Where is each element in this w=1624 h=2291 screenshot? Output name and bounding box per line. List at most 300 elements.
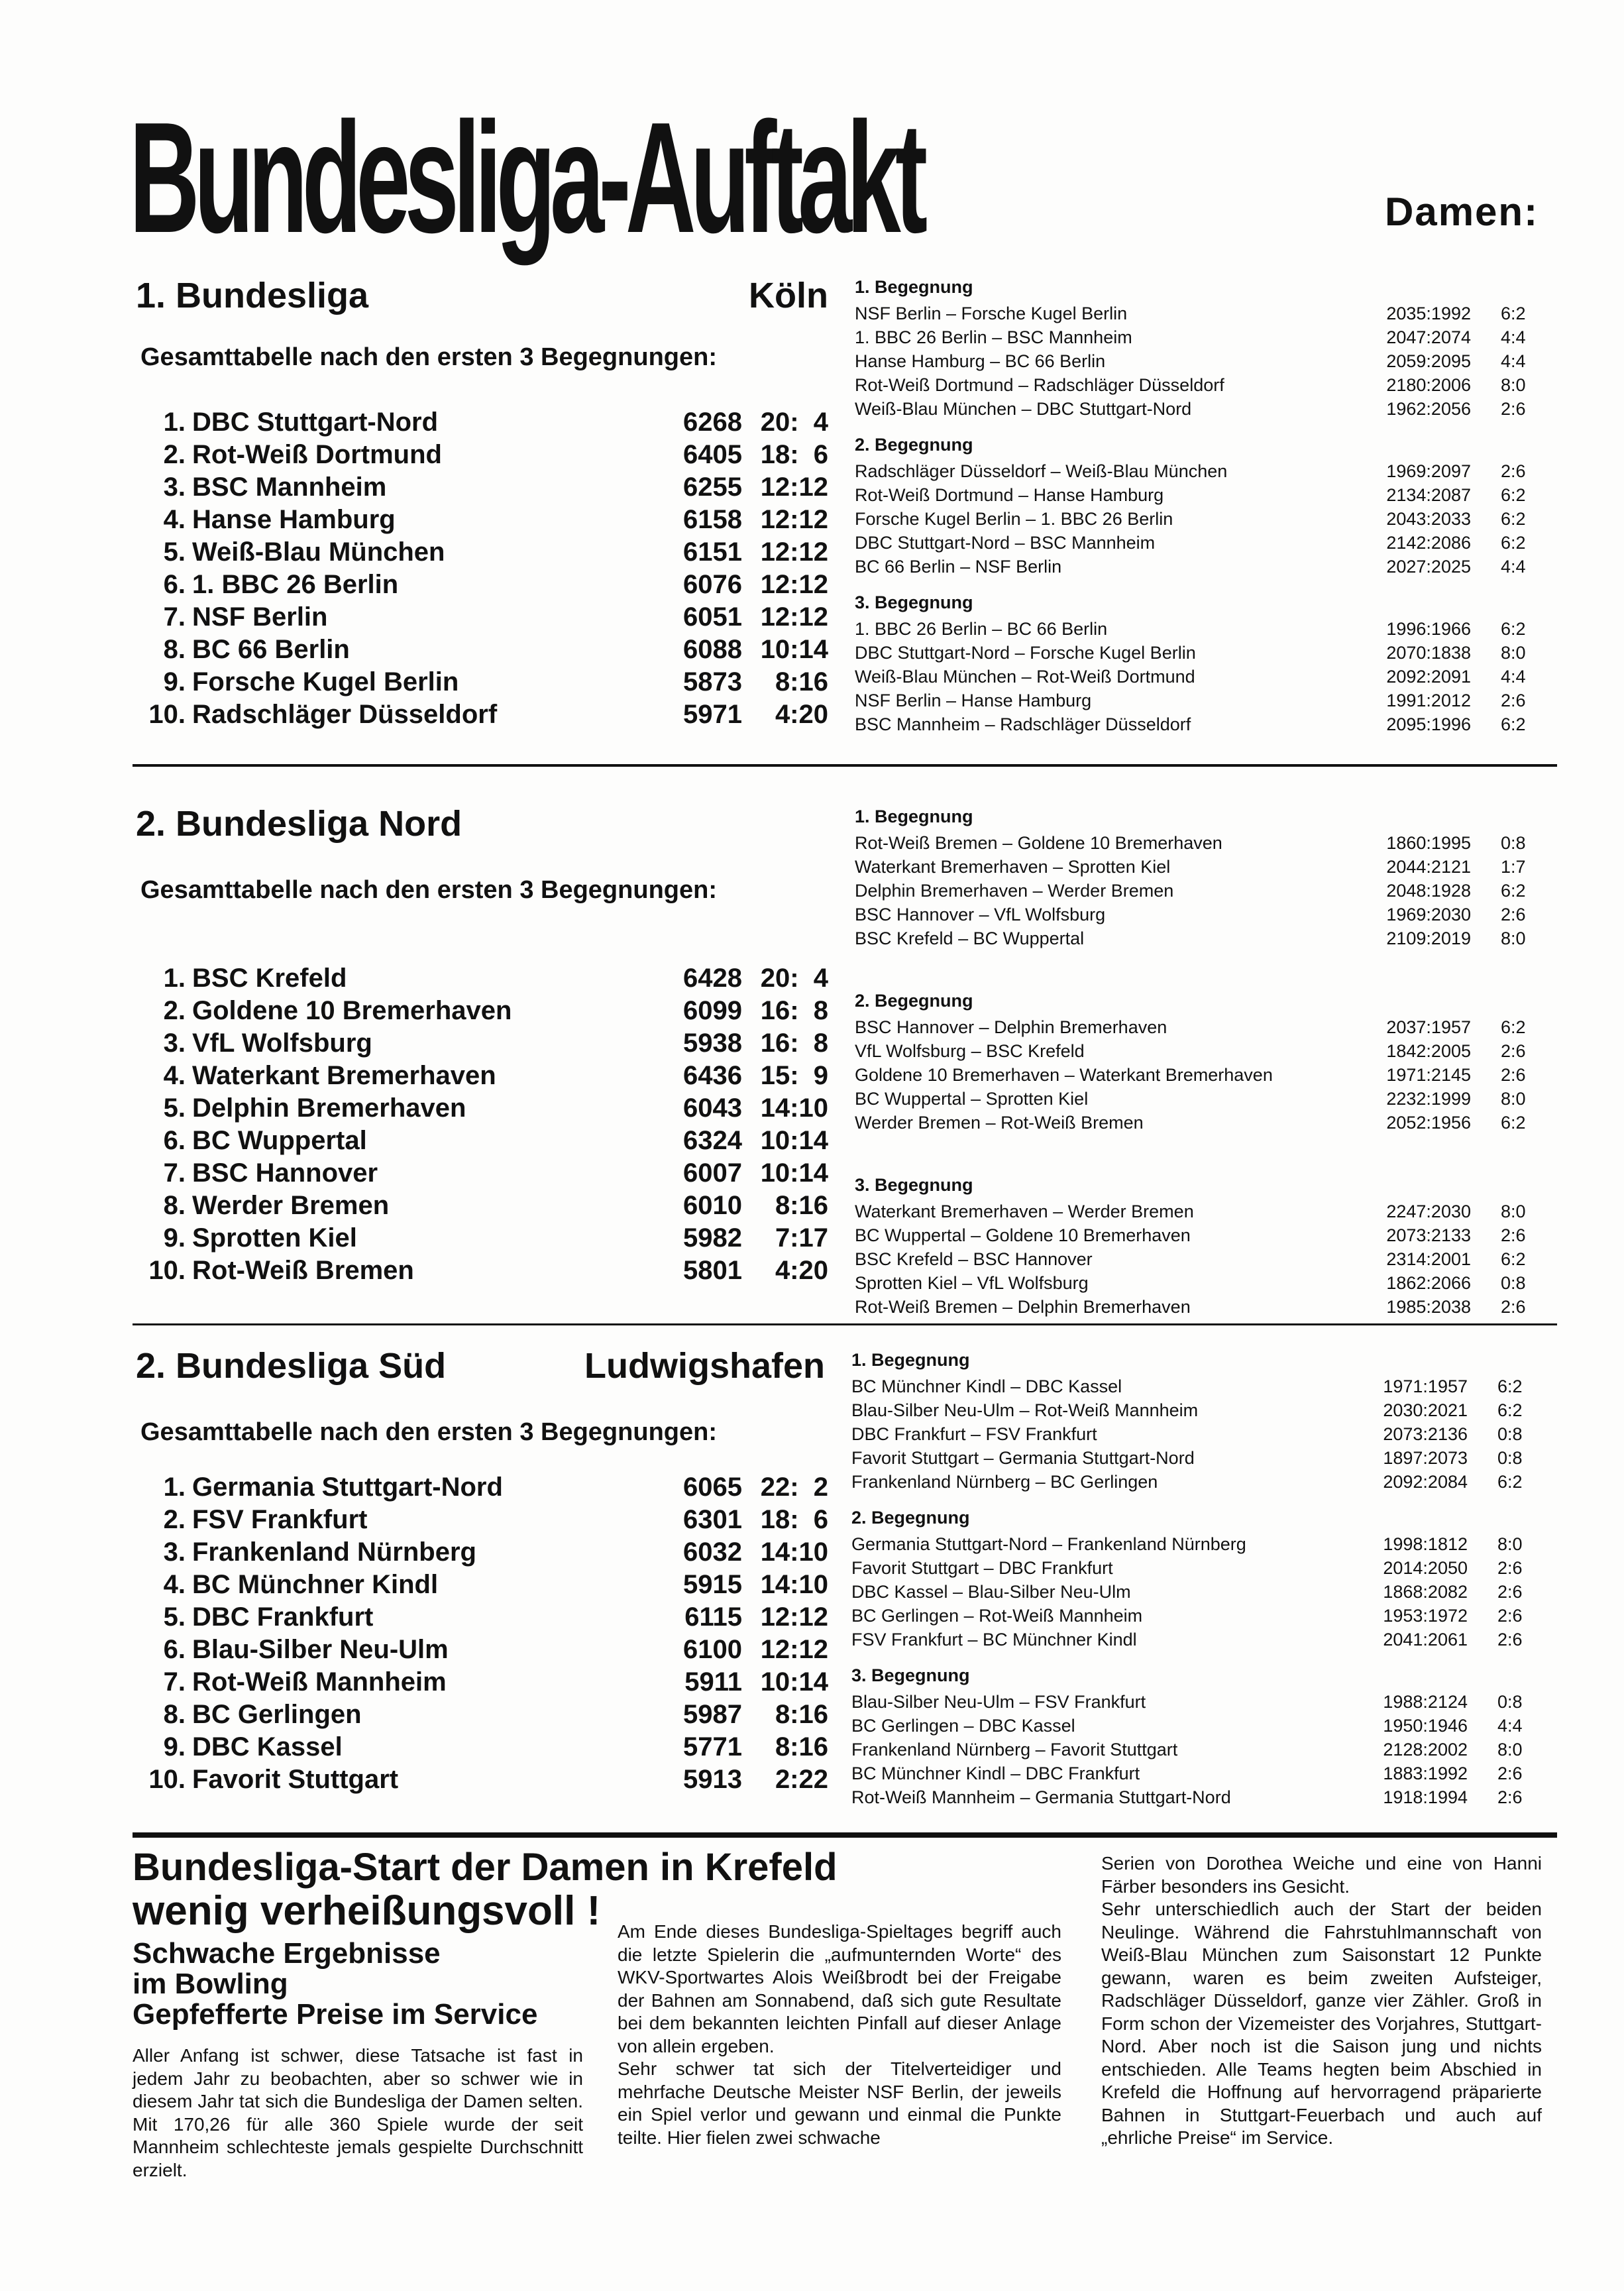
pins-total: 5873 [683, 667, 742, 697]
match-points: 1:7 [1501, 857, 1526, 877]
standings-row [133, 1763, 828, 1796]
round-gap [855, 950, 1544, 986]
rank-cell: 1. [163, 1473, 186, 1502]
rank-cell: 3. [163, 1537, 186, 1567]
match-row [855, 483, 1544, 507]
match-points: 6:2 [1497, 1472, 1523, 1492]
article-subhead: im Bowling [133, 1968, 288, 2000]
pins-total: 6088 [683, 635, 742, 664]
match-pairing: Rot-Weiß Dortmund – Hanse Hamburg [855, 485, 1164, 505]
match-points: 8:0 [1501, 1201, 1526, 1221]
points-ratio: 10:14 [760, 1126, 828, 1155]
rank-cell: 1. [163, 408, 186, 437]
standings-row [133, 504, 828, 536]
match-pairing: Frankenland Nürnberg – Favorit Stuttgart [851, 1740, 1178, 1760]
pins-total: 6158 [683, 505, 742, 534]
match-row [855, 1200, 1544, 1223]
standings-subtitle: Gesamttabelle nach den ersten 3 Begegnungen: [140, 1418, 717, 1446]
match-row [851, 1738, 1541, 1761]
team-name: Blau-Silber Neu-Ulm [192, 1635, 449, 1664]
points-ratio: 12:12 [760, 505, 828, 534]
team-name: BC Münchner Kindl [192, 1570, 439, 1599]
standings-row [133, 406, 828, 439]
rank-cell: 2. [163, 1505, 186, 1534]
match-points: 2:6 [1501, 1065, 1526, 1085]
match-row [851, 1604, 1541, 1628]
rank-cell: 3. [163, 473, 186, 502]
pins-total: 6324 [683, 1126, 742, 1155]
match-row [855, 855, 1544, 879]
standings-row [133, 1699, 828, 1731]
match-pairing: BSC Hannover – VfL Wolfsburg [855, 905, 1106, 924]
rank-cell: 8. [163, 1191, 186, 1220]
team-name: Waterkant Bremerhaven [192, 1061, 496, 1090]
league-header [133, 1345, 828, 1392]
league-title: 1. Bundesliga [136, 276, 369, 315]
round-gap [851, 1651, 1541, 1661]
standings-row [133, 1569, 828, 1601]
article-headline-line1: Bundesliga-Start der Damen in Krefeld [133, 1846, 838, 1889]
round-heading: 1. Begegnung [855, 277, 973, 297]
article-column-2 [618, 1921, 1061, 2149]
match-pins: 1996:1966 [1386, 619, 1471, 639]
match-pins: 2035:1992 [1386, 304, 1471, 323]
round-gap [855, 421, 1544, 430]
points-ratio: 4:20 [775, 700, 828, 729]
match-pins: 2052:1956 [1386, 1113, 1471, 1133]
match-pins: 1860:1995 [1386, 833, 1471, 853]
match-pins: 1971:2145 [1386, 1065, 1471, 1085]
standings-row [133, 1666, 828, 1699]
article-headline-line2: wenig verheißungsvoll ! [133, 1888, 601, 1934]
round-gap [855, 579, 1544, 588]
round-heading: 1. Begegnung [855, 807, 973, 826]
rank-cell: 2. [163, 440, 186, 469]
match-row [851, 1580, 1541, 1604]
match-pairing: DBC Stuttgart-Nord – BSC Mannheim [855, 533, 1156, 553]
match-points: 6:2 [1501, 881, 1526, 901]
match-pins: 2142:2086 [1386, 533, 1471, 553]
round-heading: 2. Begegnung [851, 1508, 970, 1528]
match-points: 2:6 [1501, 1041, 1526, 1061]
points-ratio: 20: 4 [760, 964, 828, 993]
match-points: 2:6 [1497, 1582, 1523, 1602]
match-pairing: BC Wuppertal – Goldene 10 Bremerhaven [855, 1225, 1191, 1245]
pins-total: 6010 [683, 1191, 742, 1220]
standings-table [133, 962, 828, 1287]
rank-cell: 5. [163, 1093, 186, 1123]
article-subheads [133, 1938, 537, 2030]
pins-total: 6405 [683, 440, 742, 469]
match-points: 6:2 [1497, 1376, 1523, 1396]
match-pins: 2232:1999 [1386, 1089, 1471, 1109]
match-pins: 2092:2084 [1383, 1472, 1468, 1492]
match-pairing: Delphin Bremerhaven – Werder Bremen [855, 881, 1174, 901]
points-ratio: 8:16 [775, 1700, 828, 1729]
team-name: Forsche Kugel Berlin [192, 667, 459, 697]
match-points: 6:2 [1497, 1400, 1523, 1420]
match-pairing: Hanse Hamburg – BC 66 Berlin [855, 351, 1106, 371]
team-name: BC Wuppertal [192, 1126, 367, 1155]
match-points: 2:6 [1501, 1297, 1526, 1317]
league-header [133, 275, 828, 321]
match-pairing: Rot-Weiß Bremen – Delphin Bremerhaven [855, 1297, 1191, 1317]
team-name: Rot-Weiß Bremen [192, 1256, 414, 1285]
team-name: BC 66 Berlin [192, 635, 350, 664]
standings-row [133, 1536, 828, 1569]
pins-total: 6428 [683, 964, 742, 993]
match-pairing: NSF Berlin – Forsche Kugel Berlin [855, 304, 1128, 323]
pins-total: 5982 [683, 1223, 742, 1253]
match-pins: 2041:2061 [1383, 1630, 1468, 1649]
round-heading: 1. Begegnung [851, 1350, 970, 1370]
team-name: FSV Frankfurt [192, 1505, 368, 1534]
match-pairing: BC Gerlingen – DBC Kassel [851, 1716, 1075, 1736]
section-divider [133, 1832, 1557, 1838]
article-paragraph: Aller Anfang ist schwer, diese Tatsache ist fast in jedem Jahr zu beobachten, aber so schwer wie in diesem Jahr tat sich die Bundesliga der Damen selten. Mit 170,26 für alle 360 Spiele wurde der seit Mannheim schlechteste jemals gespielte Durchschnitt erzielt. [133, 2045, 583, 2180]
match-pins: 2043:2033 [1386, 509, 1471, 529]
match-pins: 2073:2136 [1383, 1424, 1468, 1444]
match-points: 6:2 [1501, 304, 1526, 323]
article-paragraph: Am Ende dieses Bundesliga-Spieltages begriff auch die letzte Spielerin die „aufmunternden Worte“ des WKV-Sportwartes Alois Weißbrodt bei der Freigabe der Bahnen am Sonnabend, daß sich gute Resultate bei dem bekannten leichten Pinfall auf dieser Anlage von allein ergeben. [618, 1921, 1061, 2056]
match-row [851, 1374, 1541, 1398]
article-paragraph: Sehr unterschiedlich auch der Start der beiden Neulinge. Während die Fahrstuhlmannschaft von Weiß-Blau München zum Saisonstart 12 Punkte gewann, waren es beim zweiten Aufsteiger, Radschläger Düsseldorf, ganze vier Zähler. Groß in Form schon der Vizemeister des Vorjahres, Stuttgart-Nord. Aber noch ist die Saison jung und nichts entschieden. Alle Teams hegten beim Abschied in Krefeld die Hoffnung auf hervorragend präparierte Bahnen in Stuttgart-Feuerbach und auch auf „ehrliche Preise“ im Service. [1101, 1899, 1542, 2148]
team-name: DBC Stuttgart-Nord [192, 408, 439, 437]
standings-row [133, 1190, 828, 1222]
section-divider [133, 764, 1557, 767]
match-points: 8:0 [1501, 375, 1526, 395]
points-ratio: 12:12 [760, 602, 828, 632]
match-points: 2:6 [1501, 1225, 1526, 1245]
match-row [855, 641, 1544, 665]
match-points: 6:2 [1501, 1113, 1526, 1133]
rank-cell: 4. [163, 1570, 186, 1599]
match-row [855, 325, 1544, 349]
team-name: Germania Stuttgart-Nord [192, 1473, 503, 1502]
match-pins: 1842:2005 [1386, 1041, 1471, 1061]
points-ratio: 14:10 [760, 1570, 828, 1599]
points-ratio: 8:16 [775, 1732, 828, 1761]
match-pins: 2134:2087 [1386, 485, 1471, 505]
pins-total: 6151 [683, 537, 742, 567]
league-venue: Köln [749, 276, 828, 315]
team-name: 1. BBC 26 Berlin [192, 570, 399, 599]
match-points: 4:4 [1501, 351, 1526, 371]
pins-total: 6076 [683, 570, 742, 599]
rank-cell: 9. [163, 667, 186, 697]
pins-total: 5801 [683, 1256, 742, 1285]
rank-cell: 2. [163, 996, 186, 1025]
points-ratio: 12:12 [760, 473, 828, 502]
match-row [855, 712, 1544, 736]
match-pins: 2247:2030 [1386, 1201, 1471, 1221]
match-pairing: Frankenland Nürnberg – BC Gerlingen [851, 1472, 1158, 1492]
team-name: Radschläger Düsseldorf [192, 700, 498, 729]
points-ratio: 12:12 [760, 570, 828, 599]
pins-total: 6099 [683, 996, 742, 1025]
round-heading: 3. Begegnung [855, 592, 973, 612]
results-list [855, 272, 1544, 736]
match-pairing: BSC Krefeld – BSC Hannover [855, 1249, 1093, 1269]
match-points: 8:0 [1501, 1089, 1526, 1109]
match-row [855, 302, 1544, 325]
match-pairing: Forsche Kugel Berlin – 1. BBC 26 Berlin [855, 509, 1173, 529]
article-column-3 [1101, 1852, 1542, 2150]
pins-total: 6043 [683, 1093, 742, 1123]
match-points: 0:8 [1501, 833, 1526, 853]
pins-total: 6268 [683, 408, 742, 437]
match-pairing: BSC Mannheim – Radschläger Düsseldorf [855, 714, 1191, 734]
round-heading: 2. Begegnung [855, 435, 973, 455]
match-row [855, 617, 1544, 641]
standings-row [133, 1125, 828, 1157]
pins-total: 6115 [684, 1602, 742, 1632]
match-pairing: VfL Wolfsburg – BSC Krefeld [855, 1041, 1085, 1061]
match-points: 4:4 [1501, 667, 1526, 687]
match-pairing: Goldene 10 Bremerhaven – Waterkant Bremerhaven [855, 1065, 1273, 1085]
points-ratio: 16: 8 [760, 1029, 828, 1058]
points-ratio: 12:12 [760, 537, 828, 567]
match-row [855, 1087, 1544, 1111]
team-name: DBC Frankfurt [192, 1602, 374, 1632]
rank-cell: 10. [148, 1765, 186, 1794]
match-row [855, 1295, 1544, 1319]
team-name: Favorit Stuttgart [192, 1765, 399, 1794]
standings-subtitle: Gesamttabelle nach den ersten 3 Begegnungen: [140, 876, 717, 904]
page-title: Bundesliga-Auftakt [129, 90, 922, 266]
standings-row [133, 698, 828, 731]
rank-cell: 7. [163, 1158, 186, 1188]
match-pins: 1868:2082 [1383, 1582, 1468, 1602]
match-pins: 2180:2006 [1386, 375, 1471, 395]
match-pins: 2092:2091 [1386, 667, 1471, 687]
match-pins: 2059:2095 [1386, 351, 1471, 371]
rank-cell: 3. [163, 1029, 186, 1058]
match-pins: 1897:2073 [1383, 1448, 1468, 1468]
match-pairing: BC 66 Berlin – NSF Berlin [855, 557, 1062, 577]
match-points: 2:6 [1501, 691, 1526, 710]
points-ratio: 12:12 [760, 1602, 828, 1632]
round-gap [851, 1494, 1541, 1503]
match-row [851, 1761, 1541, 1785]
match-row [855, 1223, 1544, 1247]
match-pairing: Sprotten Kiel – VfL Wolfsburg [855, 1273, 1089, 1293]
match-points: 4:4 [1501, 557, 1526, 577]
match-points: 6:2 [1501, 714, 1526, 734]
pins-total: 6032 [683, 1537, 742, 1567]
match-pins: 2048:1928 [1386, 881, 1471, 901]
article-column-1 [133, 2044, 583, 2182]
league-title: 2. Bundesliga Süd [136, 1346, 447, 1386]
rank-cell: 1. [163, 964, 186, 993]
standings-row [133, 1027, 828, 1060]
match-pairing: Favorit Stuttgart – Germania Stuttgart-Nord [851, 1448, 1195, 1468]
match-points: 4:4 [1501, 327, 1526, 347]
team-name: Weiß-Blau München [192, 537, 445, 567]
standings-row [133, 439, 828, 471]
standings-table [133, 406, 828, 731]
article-paragraph: Serien von Dorothea Weiche und eine von Hanni Färber besonders ins Gesicht. [1101, 1853, 1542, 1897]
rank-cell: 6. [163, 1635, 186, 1664]
match-pins: 1969:2097 [1386, 461, 1471, 481]
match-pairing: Rot-Weiß Dortmund – Radschläger Düsseldorf [855, 375, 1224, 395]
points-ratio: 22: 2 [760, 1473, 828, 1502]
match-points: 8:0 [1497, 1534, 1523, 1554]
match-pairing: Rot-Weiß Bremen – Goldene 10 Bremerhaven [855, 833, 1222, 853]
points-ratio: 18: 6 [760, 1505, 828, 1534]
pins-total: 6007 [683, 1158, 742, 1188]
article-subhead: Schwache Ergebnisse [133, 1937, 441, 1970]
match-row [855, 665, 1544, 689]
match-pairing: Blau-Silber Neu-Ulm – FSV Frankfurt [851, 1692, 1146, 1712]
match-pins: 2027:2025 [1386, 557, 1471, 577]
match-pairing: BC Wuppertal – Sprotten Kiel [855, 1089, 1089, 1109]
match-points: 2:6 [1501, 399, 1526, 419]
rank-cell: 7. [163, 602, 186, 632]
match-points: 0:8 [1497, 1448, 1523, 1468]
rank-cell: 10. [148, 1256, 186, 1285]
match-pins: 1918:1994 [1383, 1787, 1468, 1807]
match-points: 8:0 [1501, 928, 1526, 948]
league-section-1 [133, 275, 1557, 732]
match-row [855, 1111, 1544, 1135]
standings-row [133, 1731, 828, 1763]
standings-row [133, 569, 828, 601]
round-heading: 2. Begegnung [855, 991, 973, 1011]
pins-total: 6255 [683, 473, 742, 502]
points-ratio: 10:14 [760, 1158, 828, 1188]
standings-row [133, 1060, 828, 1092]
match-pins: 1991:2012 [1386, 691, 1471, 710]
match-row [855, 831, 1544, 855]
match-row [851, 1556, 1541, 1580]
match-row [855, 1271, 1544, 1295]
match-row [855, 373, 1544, 397]
match-row [855, 459, 1544, 483]
standings-row [133, 601, 828, 634]
match-points: 6:2 [1501, 1017, 1526, 1037]
results-list [855, 802, 1544, 1319]
match-pairing: BC Münchner Kindl – DBC Frankfurt [851, 1763, 1140, 1783]
match-row [851, 1532, 1541, 1556]
match-pins: 2037:1957 [1386, 1017, 1471, 1037]
rank-cell: 9. [163, 1223, 186, 1253]
match-pairing: BC Münchner Kindl – DBC Kassel [851, 1376, 1122, 1396]
team-name: Delphin Bremerhaven [192, 1093, 466, 1123]
match-pairing: 1. BBC 26 Berlin – BSC Mannheim [855, 327, 1132, 347]
standings-row [133, 1601, 828, 1634]
match-row [855, 1063, 1544, 1087]
match-pairing: Favorit Stuttgart – DBC Frankfurt [851, 1558, 1113, 1578]
pins-total: 6301 [683, 1505, 742, 1534]
pins-total: 5771 [683, 1732, 742, 1761]
standings-subtitle: Gesamttabelle nach den ersten 3 Begegnungen: [140, 343, 717, 371]
points-ratio: 10:14 [760, 1667, 828, 1697]
pins-total: 5987 [683, 1700, 742, 1729]
match-pairing: NSF Berlin – Hanse Hamburg [855, 691, 1092, 710]
match-pins: 1998:1812 [1383, 1534, 1468, 1554]
match-pairing: Blau-Silber Neu-Ulm – Rot-Weiß Mannheim [851, 1400, 1199, 1420]
pins-total: 6100 [683, 1635, 742, 1664]
match-row [851, 1714, 1541, 1738]
match-row [855, 926, 1544, 950]
league-section-2 [133, 803, 1557, 1317]
points-ratio: 8:16 [775, 667, 828, 697]
match-row [855, 903, 1544, 926]
match-row [855, 531, 1544, 555]
match-points: 6:2 [1501, 1249, 1526, 1269]
match-pairing: Radschläger Düsseldorf – Weiß-Blau München [855, 461, 1228, 481]
match-points: 4:4 [1497, 1716, 1523, 1736]
match-pairing: 1. BBC 26 Berlin – BC 66 Berlin [855, 619, 1108, 639]
standings-row [133, 634, 828, 666]
match-points: 2:6 [1501, 461, 1526, 481]
match-pairing: Germania Stuttgart-Nord – Frankenland Nürnberg [851, 1534, 1246, 1554]
round-heading: 3. Begegnung [855, 1175, 973, 1195]
match-pairing: DBC Stuttgart-Nord – Forsche Kugel Berlin [855, 643, 1196, 663]
pins-total: 6051 [683, 602, 742, 632]
round-gap [855, 1135, 1544, 1170]
round-heading: 3. Begegnung [851, 1665, 970, 1685]
match-pins: 2030:2021 [1383, 1400, 1468, 1420]
league-section-3 [133, 1345, 1557, 1809]
rank-cell: 4. [163, 505, 186, 534]
match-row [851, 1470, 1541, 1494]
match-points: 6:2 [1501, 619, 1526, 639]
points-ratio: 10:14 [760, 635, 828, 664]
match-pins: 1988:2124 [1383, 1692, 1468, 1712]
match-row [855, 507, 1544, 531]
match-points: 2:6 [1497, 1763, 1523, 1783]
pins-total: 5938 [683, 1029, 742, 1058]
match-pins: 2047:2074 [1386, 327, 1471, 347]
points-ratio: 2:22 [775, 1765, 828, 1794]
standings-row [133, 1255, 828, 1287]
match-pairing: Waterkant Bremerhaven – Sprotten Kiel [855, 857, 1171, 877]
points-ratio: 7:17 [775, 1223, 828, 1253]
match-pins: 1883:1992 [1383, 1763, 1468, 1783]
points-ratio: 20: 4 [760, 408, 828, 437]
league-header [133, 803, 828, 850]
team-name: BSC Mannheim [192, 473, 387, 502]
match-pairing: Werder Bremen – Rot-Weiß Bremen [855, 1113, 1144, 1133]
standings-row [133, 1222, 828, 1255]
team-name: BSC Hannover [192, 1158, 378, 1188]
standings-table [133, 1471, 828, 1796]
rank-cell: 6. [163, 570, 186, 599]
points-ratio: 18: 6 [760, 440, 828, 469]
match-points: 2:6 [1497, 1606, 1523, 1626]
match-pairing: BC Gerlingen – Rot-Weiß Mannheim [851, 1606, 1143, 1626]
team-name: BC Gerlingen [192, 1700, 362, 1729]
match-pins: 2128:2002 [1383, 1740, 1468, 1760]
match-points: 2:6 [1497, 1787, 1523, 1807]
standings-row [133, 1157, 828, 1190]
match-points: 8:0 [1501, 643, 1526, 663]
match-row [855, 689, 1544, 712]
match-pins: 2314:2001 [1386, 1249, 1471, 1269]
team-name: Werder Bremen [192, 1191, 390, 1220]
pins-total: 5911 [684, 1667, 742, 1697]
match-pins: 2014:2050 [1383, 1558, 1468, 1578]
team-name: Frankenland Nürnberg [192, 1537, 476, 1567]
team-name: Rot-Weiß Mannheim [192, 1667, 447, 1697]
match-pins: 1862:2066 [1386, 1273, 1471, 1293]
standings-row [133, 1092, 828, 1125]
points-ratio: 14:10 [760, 1093, 828, 1123]
match-points: 2:6 [1497, 1630, 1523, 1649]
match-row [851, 1785, 1541, 1809]
